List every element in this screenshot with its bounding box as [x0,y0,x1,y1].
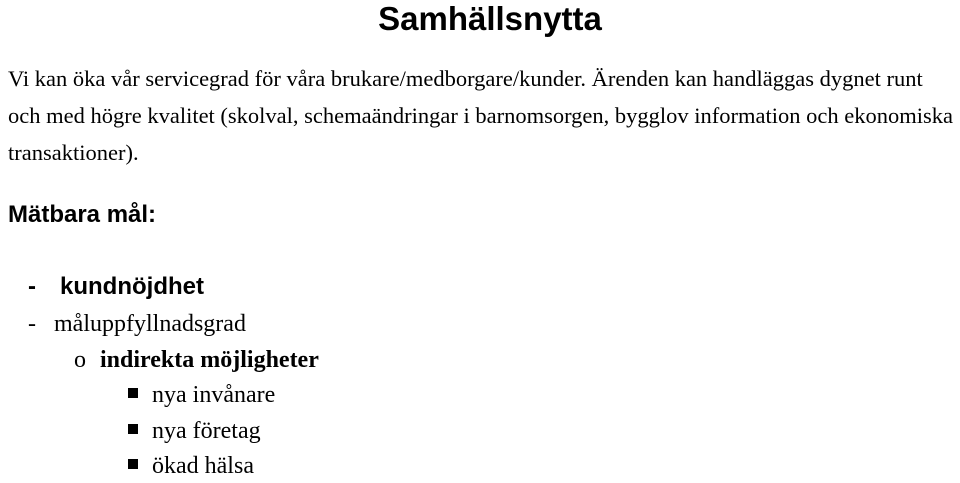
dash-marker: - [28,273,36,300]
circle-marker: o [74,347,86,373]
goal-item-kundnojdhet [28,270,204,304]
bullet-item-text: nya företag [152,418,261,444]
sub-item-indirekta-mojligheter [74,343,319,377]
square-bullet-icon [128,388,138,398]
bullet-item-text: nya invånare [152,382,276,408]
goals-heading: Mätbara mål: [8,201,157,228]
bullet-item-text: ökad hälsa [152,453,254,479]
bullet-item-nya-foretag [128,414,261,448]
square-bullet-icon [128,459,138,469]
bullet-item-okad-halsa [128,449,254,483]
goal-item-maluppfyllnadsgrad [28,307,246,341]
square-bullet-icon [128,424,138,434]
intro-paragraph: Vi kan öka vår servicegrad för våra brukare/medborgare/kunder. Ärenden kan handläggas dygnet runt och med högre kvalitet (skolval, schemaändringar i barnomsorgen, bygglov information och ekonomiska transaktioner). [8,66,953,165]
bullet-item-nya-invanare [128,378,275,412]
dash-marker: - [28,311,36,337]
goal-item-text: kundnöjdhet [60,273,204,300]
page-title: Samhällsnytta [378,0,602,37]
goal-item-text: måluppfyllnadsgrad [54,311,246,337]
sub-item-text: indirekta möjligheter [100,347,319,373]
